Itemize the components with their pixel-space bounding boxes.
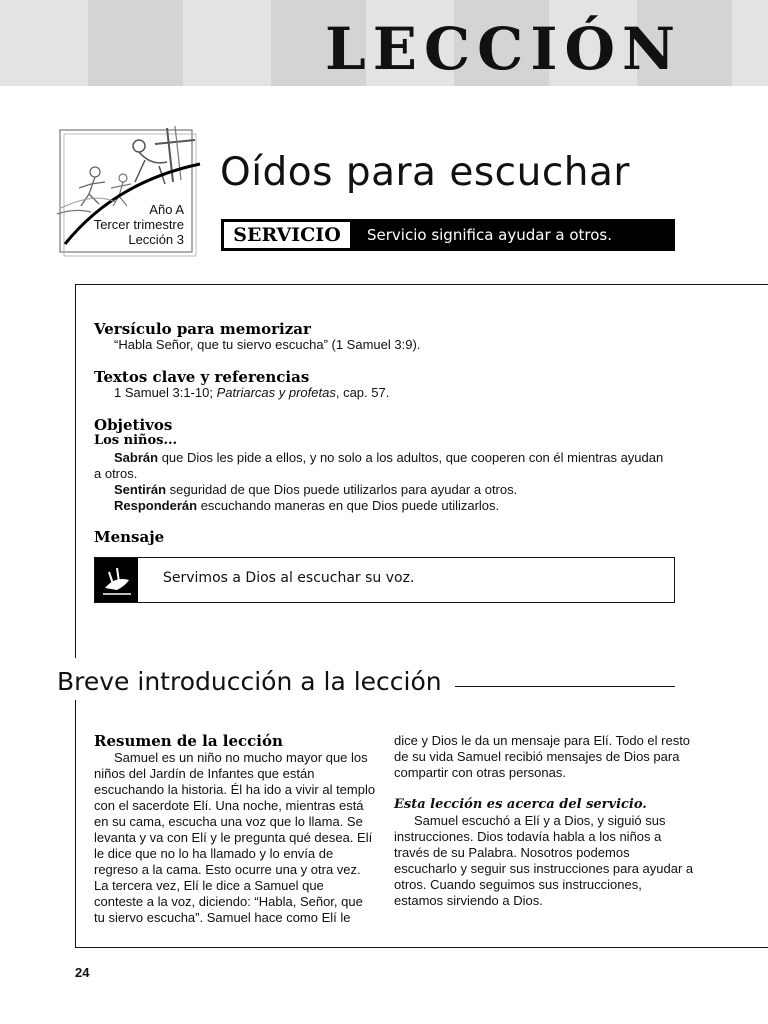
summary-continued-text: dice y Dios le da un mensaje para Elí. Todo el resto de su vida Samuel recibió mensajes de Dios para compartir con otras personas.	[394, 733, 691, 780]
lesson-title: Oídos para escuchar	[220, 150, 630, 195]
references-plain: 1 Samuel 3:1-10;	[114, 385, 217, 400]
summary-heading: Resumen de la lección	[94, 732, 283, 750]
lesson-badge-text	[90, 202, 184, 247]
references-text	[114, 385, 389, 401]
objective-verb: Responderán	[114, 498, 198, 513]
badge-lesson: Lección 3	[128, 232, 184, 247]
intro-heading-rule	[455, 686, 675, 687]
memory-verse-heading: Versículo para memorizar	[94, 320, 311, 338]
objective-verb: Sentirán	[114, 482, 167, 497]
message-heading: Mensaje	[94, 528, 165, 546]
objective-item-2	[114, 482, 517, 498]
message-text: Servimos a Dios al escuchar su voz.	[163, 570, 415, 586]
references-end: , cap. 57.	[335, 385, 390, 400]
objective-text: seguridad de que Dios puede utilizarlos para ayudar a otros.	[166, 482, 518, 497]
badge-quarter: Tercer trimestre	[93, 217, 184, 232]
references-italic: Patriarcas y profetas	[216, 385, 336, 400]
objective-text: escuchando maneras en que Dios puede utilizarlos.	[197, 498, 500, 513]
references-heading: Textos clave y referencias	[94, 368, 310, 386]
praying-hands-icon	[95, 558, 138, 602]
frame-left-rule-lower	[75, 700, 76, 948]
intro-heading: Breve introducción a la lección	[57, 667, 442, 696]
summary-text: Samuel es un niño no mucho mayor que los niños del Jardín de Infantes que están escuchando la historia. Él ha ido a vivir al templo con el sacerdote Elí. Una noche, mientras está en su cama, escucha una voz que lo llama. Se levanta y va con Elí y le pregunta qué desea. Elí le dice que no lo ha llamado y lo envía de regreso a la cama. Esto ocurre una y otra vez. La tercera vez, Elí le dice a Samuel que conteste a la voz, diciendo: “Habla, Señor, que tu siervo escucha”. Samuel hace como Elí le	[94, 750, 376, 925]
about-heading: Esta lección es acerca del servicio.	[394, 797, 647, 812]
memory-verse-text: “Habla Señor, que tu siervo escucha” (1 Samuel 3:9).	[114, 337, 421, 352]
frame-bottom-rule	[75, 947, 768, 948]
objective-item-1	[94, 450, 674, 482]
banner-word: LECCIÓN	[325, 15, 682, 83]
theme-definition: Servicio significa ayudar a otros.	[367, 226, 612, 244]
objectives-heading: Objetivos	[94, 416, 173, 434]
theme-label: SERVICIO	[224, 222, 350, 248]
page-number: 24	[75, 965, 90, 980]
frame-top-rule	[75, 284, 768, 285]
objective-item-3	[114, 498, 499, 514]
message-box	[94, 557, 675, 603]
objective-verb: Sabrán	[114, 450, 159, 465]
objective-text: que Dios les pide a ellos, y no solo a los adultos, que cooperen con él mientras ayudan a otros.	[94, 450, 664, 481]
about-text: Samuel escuchó a Elí y a Dios, y siguió sus instrucciones. Dios todavía habla a los niños a través de su Palabra. Nosotros podemos escucharlo y seguir sus instrucciones para ayudar a otros. Cuando seguimos sus instrucciones, estamos sirviendo a Dios.	[394, 813, 694, 908]
theme-bar	[221, 219, 675, 251]
frame-left-rule-upper	[75, 284, 76, 658]
objectives-subheading: Los niños...	[94, 433, 178, 448]
badge-year: Año A	[149, 202, 184, 217]
message-icon	[95, 558, 138, 602]
